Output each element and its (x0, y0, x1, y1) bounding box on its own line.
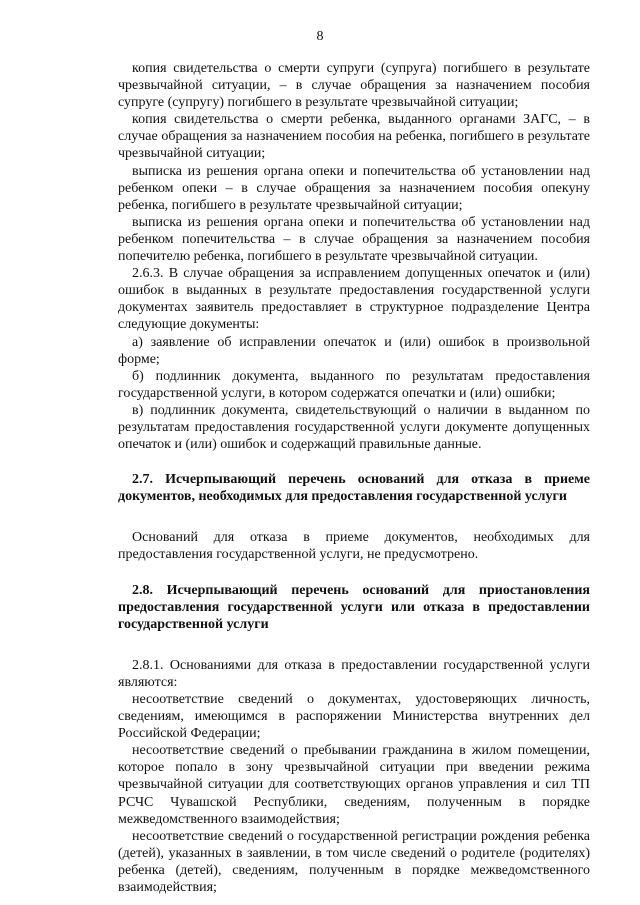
paragraph: а) заявление об исправлении опечаток и (или) ошибок в произвольной форме; (118, 334, 590, 367)
paragraph: 2.8.1. Основаниями для отказа в предоставлении государственной услуги являются: (118, 657, 590, 690)
paragraph: копия свидетельства о смерти ребенка, выданного органами ЗАГС, – в случае обращения за назначением пособия на ребенка, погибшего в результате чрезвычайной ситуации; (118, 112, 590, 162)
paragraph: несоответствие сведений о пребывании гражданина в жилом помещении, которое попало в зону чрезвычайной ситуации при введении режима чрезвычайной ситуации для соответствующих органов управления и сил ТП РСЧС Чувашской Республики, сведениям, полученным в порядке межведомственного взаимодействия; (118, 743, 590, 827)
paragraph: несоответствие сведений о государственной регистрации рождения ребенка (детей), указанных в заявлении, в том числе сведений о родителе (родителях) ребенка (детей), сведениям, полученным в порядке межведомственного взаимодействия; (118, 828, 590, 896)
paragraph: в) подлинник документа, свидетельствующий о наличии в выданном по результатам предоставления государственной услуги документе допущенных опечаток и (или) ошибок и содержащий правильные данные. (118, 402, 590, 453)
paragraph: копия свидетельства о смерти супруги (супруга) погибшего в результате чрезвычайной ситуации, – в случае обращения за назначением пособия супруге (супругу) погибшего в результате чрезвычайной ситуации; (118, 61, 590, 111)
paragraph: выписка из решения органа опеки и попечительства об установлении над ребенком попечительства – в случае обращения за назначением пособия попечителю ребенка, погибшего в результате чрезвычайной ситуации. (118, 214, 590, 265)
document-body (118, 60, 590, 896)
page-number: 8 (316, 29, 324, 44)
section-heading-2-8: 2.8. Исчерпывающий перечень оснований для приостановления предоставления государственной услуги или отказа в предоставлении государственной услуги (118, 582, 590, 632)
paragraph: Оснований для отказа в приеме документов, необходимых для предоставления государственной услуги, не предусмотрено. (118, 530, 590, 563)
paragraph: 2.6.3. В случае обращения за исправлением допущенных опечаток и (или) ошибок в выданных в результате предоставления государственной услуги документах заявитель предоставляет в структурное подразделение Центра следующие документы: (118, 266, 590, 333)
paragraph: б) подлинник документа, выданного по результатам предоставления государственной услуги, в котором содержатся опечатки и (или) ошибки; (118, 368, 590, 401)
paragraph: выписка из решения органа опеки и попечительства об установлении над ребенком опеки – в случае обращения за назначением пособия опекуну ребенка, погибшего в результате чрезвычайной ситуации; (118, 163, 590, 213)
section-heading-2-7: 2.7. Исчерпывающий перечень оснований для отказа в приеме документов, необходимых для предоставления государственной услуги (118, 472, 590, 505)
paragraph: несоответствие сведений о документах, удостоверяющих личность, сведениям, имеющимся в распоряжении Министерства внутренних дел Российской Федерации; (118, 692, 590, 742)
